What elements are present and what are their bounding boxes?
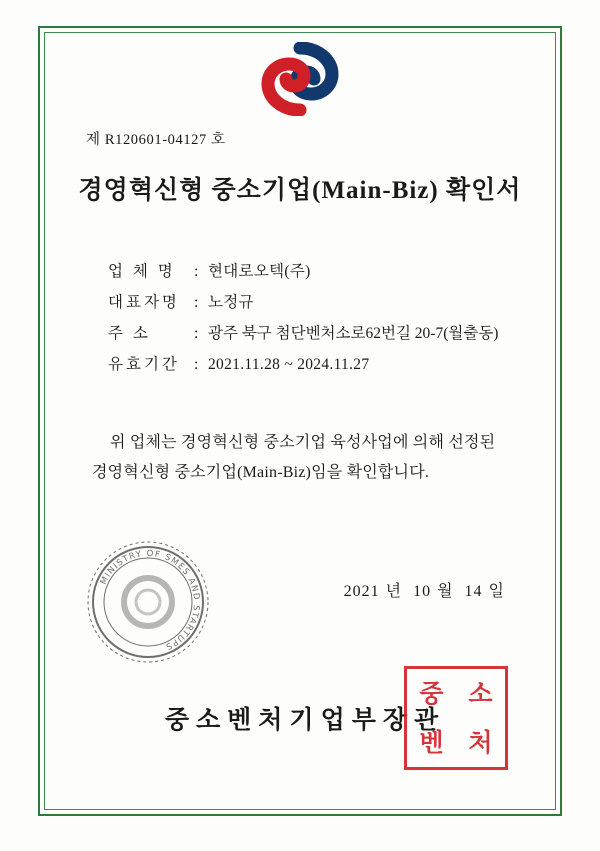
issue-date-day-unit: 일	[488, 583, 505, 600]
embossed-seal-icon	[84, 538, 212, 666]
field-row	[108, 318, 498, 349]
field-value-valid-period: 2021.11.28 ~ 2024.11.27	[208, 356, 370, 373]
field-label-address: 주 소	[108, 325, 151, 342]
field-colon: :	[194, 294, 199, 311]
issue-date-month: 10	[413, 583, 432, 600]
issue-date-year: 2021	[343, 583, 380, 600]
field-label-representative: 대표자명	[108, 294, 180, 311]
field-label-company: 업 체 명	[108, 263, 176, 280]
svg-text:MINISTRY OF SMES AND STARTUPS: MINISTRY OF SMES AND STARTUPS	[98, 548, 202, 652]
field-row	[108, 256, 498, 287]
field-value-address: 광주 북구 첨단벤처소로62번길 20-7(월출동)	[208, 325, 499, 342]
certificate-body-text: 위 업체는 경영혁신형 중소기업 육성사업에 의해 선정된 경영혁신형 중소기업(Main-Biz)임을 확인합니다.	[92, 434, 496, 481]
field-row	[108, 349, 498, 380]
field-row	[108, 287, 498, 318]
issue-date	[341, 578, 508, 601]
field-label-valid-period: 유효기간	[108, 356, 180, 373]
certificate-fields	[108, 256, 498, 380]
document-number: 제 R120601-04127 호	[86, 132, 226, 148]
field-value-company: 현대로오텍(주)	[208, 263, 311, 280]
field-colon: :	[194, 325, 199, 342]
issue-date-day: 14	[464, 583, 483, 600]
issuer-title: 중소벤처기업부장관	[164, 707, 446, 734]
official-red-stamp	[404, 666, 508, 770]
issue-date-month-unit: 월	[437, 583, 454, 600]
stamp-char-3: 벤	[419, 728, 444, 757]
issue-date-year-unit: 년	[385, 583, 403, 600]
stamp-char-4: 처	[468, 728, 493, 757]
field-colon: :	[194, 263, 199, 280]
page-title: 경영혁신형 중소기업(Main-Biz) 확인서	[78, 177, 522, 204]
field-value-representative: 노정규	[208, 294, 254, 311]
field-colon: :	[194, 356, 199, 373]
government-emblem-icon	[254, 42, 346, 116]
stamp-char-2: 소	[468, 679, 493, 708]
stamp-char-1: 중	[419, 679, 444, 708]
